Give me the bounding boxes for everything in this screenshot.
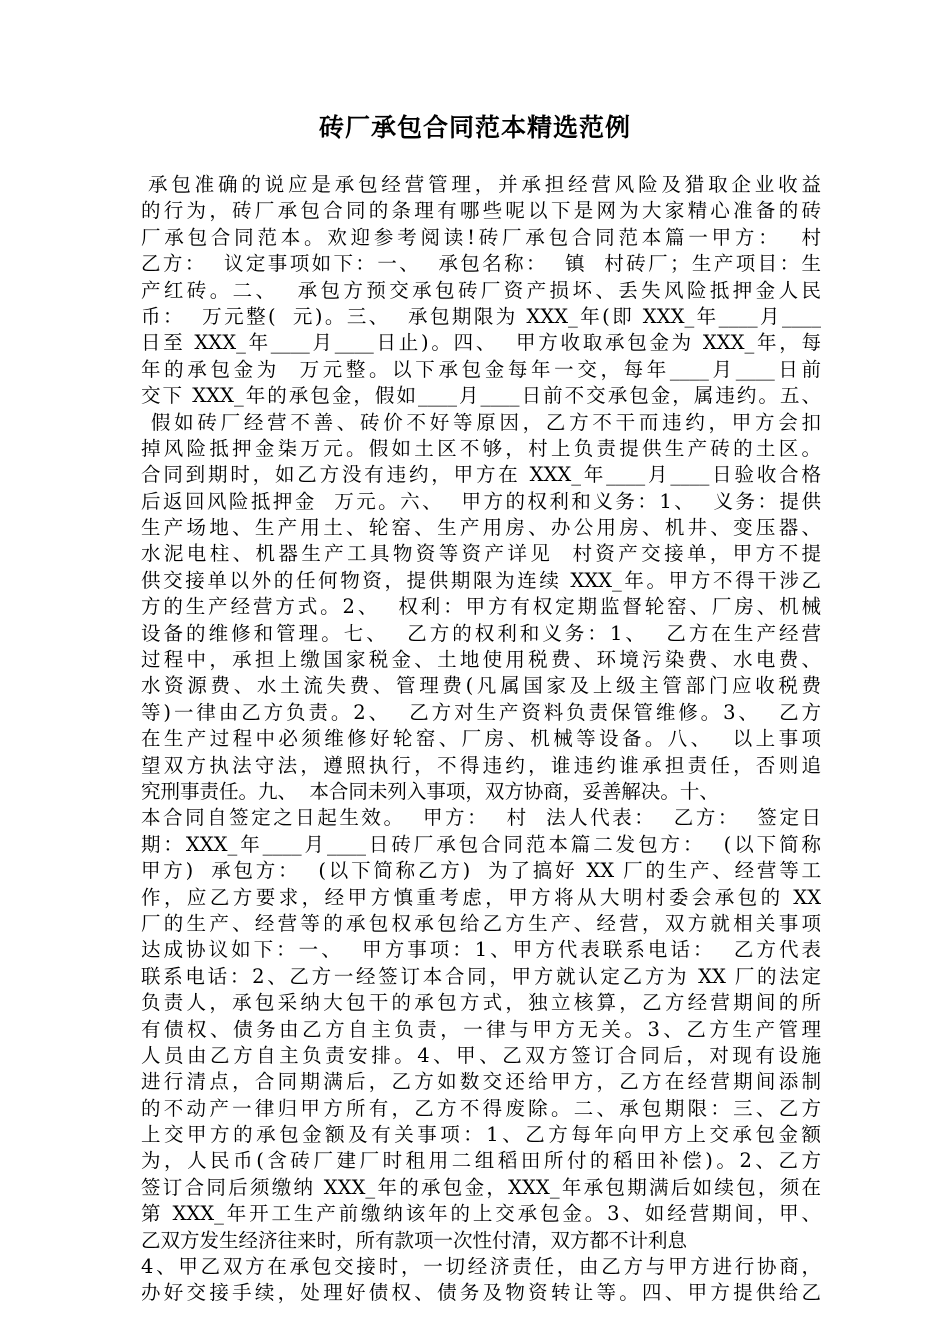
paragraph-line: 水泥电柱、机器生产工具物资等资产详见 村资产交接单，甲方不提 <box>141 542 821 566</box>
paragraph-line: 本合同自签定之日起生效。 甲方： 村 法人代表： 乙方： 签定日 <box>141 806 821 830</box>
paragraph-line: 办好交接手续，处理好债权、债务及物资转让等。四、甲方提供给乙 <box>141 1281 821 1305</box>
paragraph-line: 日至 XXX_年____月____日止)。四、 甲方收取承包金为 XXX_年，每 <box>141 331 821 355</box>
paragraph-line: 后返回风险抵押金 万元。六、 甲方的权利和义务：1、 义务：提供 <box>141 489 821 513</box>
paragraph-line: 签订合同后须缴纳 XXX_年的承包金，XXX_年承包期满后如续包，须在 <box>141 1175 821 1199</box>
paragraph-line: 有债权、债务由乙方自主负责，一律与甲方无关。3、乙方生产管理 <box>141 1017 821 1041</box>
paragraph-line: 等)一律由乙方负责。2、 乙方对生产资料负责保管维修。3、 乙方 <box>141 700 821 724</box>
paragraph-line: 4、甲乙双方在承包交接时，一切经济责任，由乙方与甲方进行协商， <box>141 1255 821 1279</box>
paragraph-line: 乙双方发生经济往来时，所有款项一次性付清，双方都不计利息 <box>141 1228 688 1252</box>
paragraph-line: 产红砖。二、 承包方预交承包砖厂资产损坏、丢失风险抵押金人民 <box>141 278 821 302</box>
paragraph-line: 掉风险抵押金柒万元。假如土区不够，村上负责提供生产砖的土区。 <box>141 436 821 460</box>
paragraph-line: 水资源费、水土流失费、管理费(凡属国家及上级主管部门应收税费 <box>141 674 821 698</box>
paragraph-line: 厂的生产、经营等的承包权承包给乙方生产、经营，双方就相关事项 <box>141 911 821 935</box>
paragraph-line: 作，应乙方要求，经甲方慎重考虑，甲方将从大明村委会承包的 XX <box>141 885 821 909</box>
paragraph-line: 联系电话：2、乙方一经签订本合同，甲方就认定乙方为 XX 厂的法定 <box>141 964 821 988</box>
paragraph-line: 负责人，承包采纳大包干的承包方式，独立核算，乙方经营期间的所 <box>141 991 821 1015</box>
paragraph-line: 达成协议如下：一、 甲方事项：1、甲方代表联系电话： 乙方代表 <box>141 938 821 962</box>
paragraph-line: 币： 万元整( 元)。三、 承包期限为 XXX_年(即 XXX_年____月____ <box>141 304 821 328</box>
paragraph-line: 乙方： 议定事项如下：一、 承包名称： 镇 村砖厂；生产项目：生 <box>141 252 821 276</box>
paragraph-line: 承包准确的说应是承包经营管理，并承担经营风险及猎取企业收益 <box>148 173 821 196</box>
paragraph-line: 年的承包金为 万元整。以下承包金每年一交，每年____月____日前 <box>141 357 821 381</box>
paragraph-line: 厂承包合同范本。欢迎参考阅读!砖厂承包合同范本篇一甲方： 村 <box>141 225 821 249</box>
paragraph-line: 假如砖厂经营不善、砖价不好等原因，乙方不干而违约，甲方会扣 <box>141 410 821 434</box>
document-title: 砖厂承包合同范本精选范例 <box>318 113 631 142</box>
paragraph-line: 供交接单以外的任何物资，提供期限为连续 XXX_年。甲方不得干涉乙 <box>141 568 821 592</box>
paragraph-line: 在生产过程中必须维修好轮窑、厂房、机械等设备。八、 以上事项 <box>141 727 821 751</box>
paragraph-line: 进行清点，合同期满后，乙方如数交还给甲方，乙方在经营期间添制 <box>141 1070 821 1094</box>
paragraph-line: 的行为，砖厂承包合同的条理有哪些呢以下是网为大家精心准备的砖 <box>141 199 821 223</box>
paragraph-line: 望双方执法守法，遵照执行，不得违约，谁违约谁承担责任，否则追 <box>141 753 821 777</box>
paragraph-line: 过程中，承担上缴国家税金、土地使用税费、环境污染费、水电费、 <box>141 648 821 672</box>
paragraph-line: 究刑事责任。九、 本合同未列入事项，双方协商，妥善解决。十、 <box>141 779 719 803</box>
paragraph-line: 生产场地、生产用土、轮窑、生产用房、办公用房、机井、变压器、 <box>141 516 821 540</box>
paragraph-line: 的不动产一律归甲方所有，乙方不得废除。二、承包期限：三、乙方 <box>141 1096 821 1120</box>
paragraph-line: 人员由乙方自主负责安排。4、甲、乙双方签订合同后，对现有设施 <box>141 1043 821 1067</box>
paragraph-line: 第 XXX_年开工生产前缴纳该年的上交承包金。3、如经营期间，甲、 <box>141 1202 821 1226</box>
paragraph-line: 期：XXX_年____月____日砖厂承包合同范本篇二发包方： (以下简称 <box>141 832 821 856</box>
paragraph-line: 上交甲方的承包金额及有关事项：1、乙方每年向甲方上交承包金额 <box>141 1123 821 1147</box>
paragraph-line: 交下 XXX_年的承包金，假如____月____日前不交承包金，属违约。五、 <box>141 384 821 408</box>
paragraph-line: 方的生产经营方式。2、 权利：甲方有权定期监督轮窑、厂房、机械 <box>141 595 821 619</box>
document-body <box>141 172 821 1307</box>
paragraph-line: 甲方) 承包方： (以下简称乙方) 为了搞好 XX 厂的生产、经营等工 <box>141 859 821 883</box>
paragraph-line: 为，人民币(含砖厂建厂时租用二组稻田所付的稻田补偿)。2、乙方 <box>141 1149 821 1173</box>
paragraph-line: 合同到期时，如乙方没有违约，甲方在 XXX_年____月____日验收合格 <box>141 463 821 487</box>
paragraph-line: 设备的维修和管理。七、 乙方的权利和义务：1、 乙方在生产经营 <box>141 621 821 645</box>
